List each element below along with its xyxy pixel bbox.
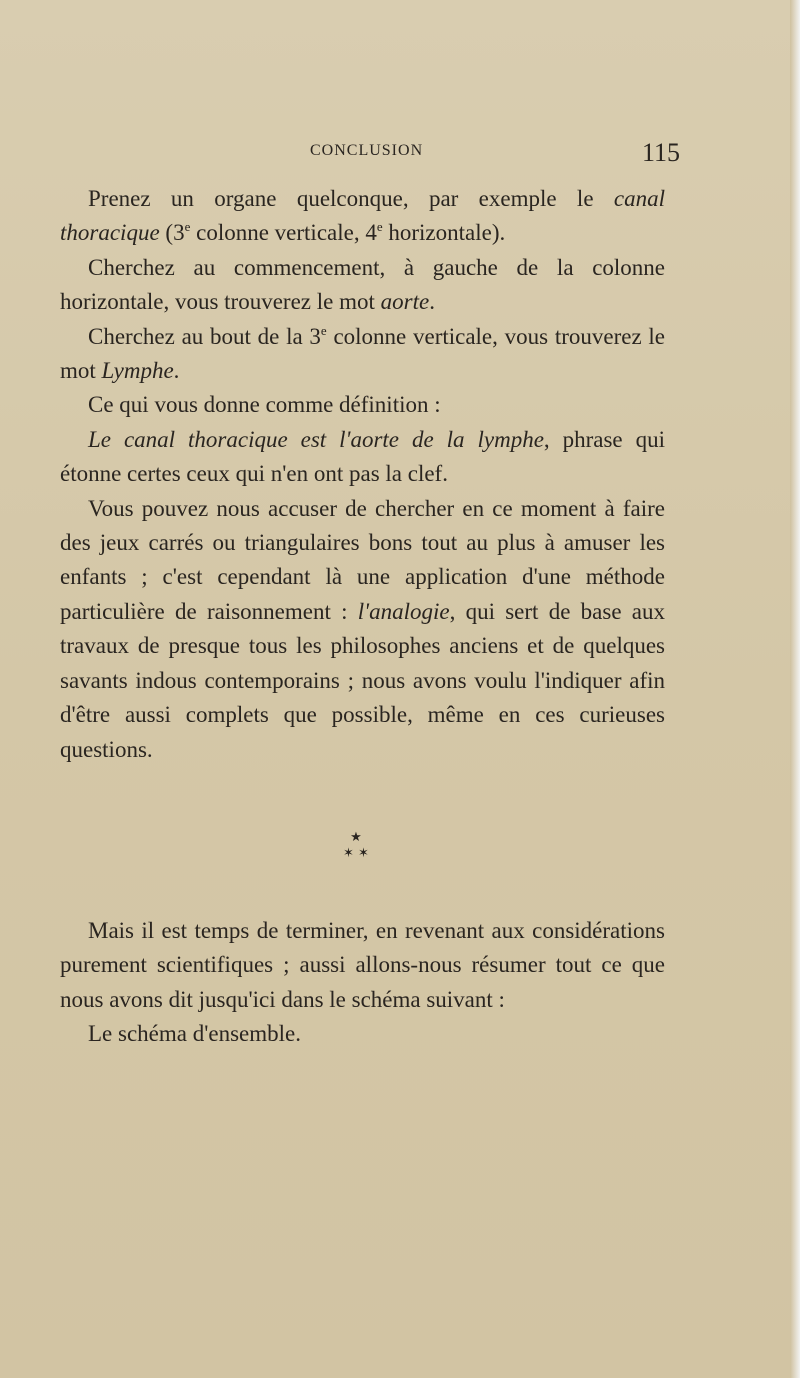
superscript: e bbox=[376, 219, 383, 235]
star-icon: ★ bbox=[350, 830, 362, 845]
paragraph-text: colonne verticale, 4 bbox=[190, 220, 377, 246]
paragraph-8: Le schéma d'ensemble. bbox=[88, 1021, 301, 1047]
italic-term: aorte bbox=[380, 289, 430, 315]
page-header bbox=[60, 138, 680, 168]
paragraph-text: Cherchez au commencement, à gauche de la colonne horizontale, vous trouverez le mot bbox=[60, 254, 665, 315]
paragraph-text: , phrase qui étonne certes ceux qui n'en ont pas la clef. bbox=[60, 426, 665, 487]
asterism-divider bbox=[336, 830, 376, 862]
closing-text bbox=[60, 914, 665, 1052]
star-pair-icon: ✶ ✶ bbox=[343, 846, 369, 861]
paragraph-3 bbox=[60, 320, 665, 389]
page-number: 115 bbox=[641, 138, 680, 167]
paragraph-4: Ce qui vous donne comme définition : bbox=[88, 392, 441, 418]
paragraph-text: . bbox=[429, 289, 435, 315]
running-title: CONCLUSION bbox=[310, 142, 424, 159]
paragraph-text: Vous pouvez nous accuser de chercher en ce moment à faire des jeux carrés ou triangulaires bons tout au plus à amuser les enfants ; c'est cependant là une application d'une méthode particulière de raisonnement : bbox=[60, 495, 665, 624]
main-text bbox=[60, 182, 665, 767]
italic-phrase: Le canal thoracique est l'aorte de la lymphe bbox=[88, 426, 544, 452]
paragraph-5 bbox=[60, 423, 665, 492]
paragraph-text: colonne verticale, vous trouverez le mot bbox=[60, 323, 665, 384]
paragraph-text: (3 bbox=[159, 220, 185, 246]
italic-term: l'analogie bbox=[357, 598, 450, 624]
paragraph-text: . bbox=[173, 358, 180, 384]
paragraph-2 bbox=[60, 251, 665, 320]
paragraph-7: Mais il est temps de terminer, en revenant aux considérations purement scientifiques ; aussi allons-nous résumer tout ce que nous avons dit jusqu'ici dans le schéma suivant : bbox=[60, 918, 665, 1012]
paragraph-text: Prenez un organe quelconque, par exemple le bbox=[88, 186, 614, 211]
paragraph-text: Cherchez au bout de la 3 bbox=[88, 323, 321, 349]
paragraph-6 bbox=[60, 492, 665, 767]
paragraph-text: horizontale). bbox=[382, 220, 506, 246]
paragraph-1 bbox=[60, 182, 665, 251]
italic-term: Lymphe bbox=[101, 358, 174, 384]
italic-term: canal thoracique bbox=[60, 186, 665, 246]
superscript: e bbox=[184, 219, 191, 235]
paragraph-text: , qui sert de base aux travaux de presque tous les philosophes anciens et de quelques savants indous contemporains ; nous avons voulu l'indiquer afin d'être aussi complets que possible, même en ces curieuses questions. bbox=[60, 598, 666, 762]
page-edge bbox=[790, 0, 800, 1378]
superscript: e bbox=[320, 322, 327, 338]
